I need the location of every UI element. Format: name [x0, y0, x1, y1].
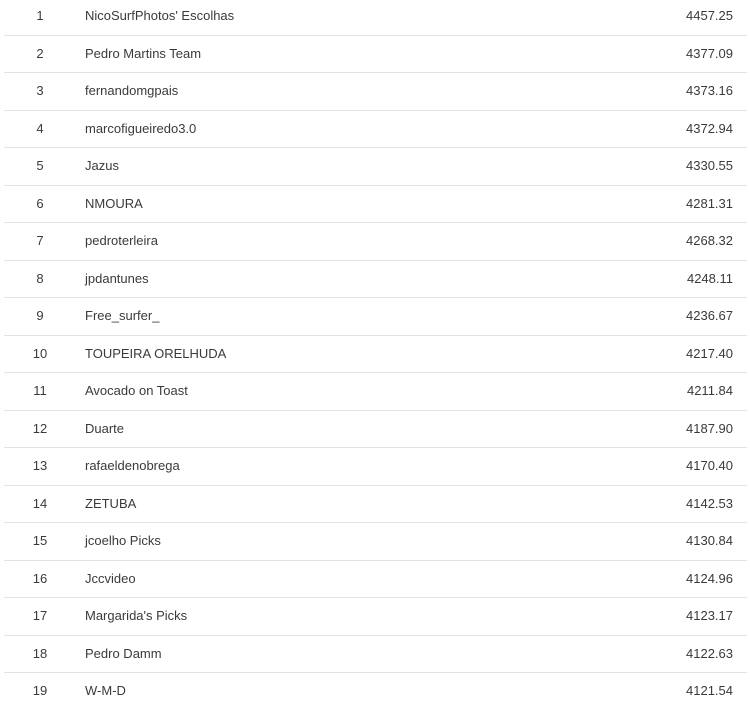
- leaderboard-rows: [4, 0, 747, 710]
- team-name-cell: jcoelho Picks: [85, 533, 161, 548]
- team-name-cell: fernandomgpais: [85, 83, 179, 98]
- table-row[interactable]: [4, 373, 747, 411]
- table-row[interactable]: [4, 636, 747, 674]
- table-row[interactable]: [4, 523, 747, 561]
- rank-cell: 4: [36, 120, 44, 136]
- score-cell: 4142.53: [686, 495, 733, 511]
- rank-cell: 12: [32, 420, 48, 436]
- team-name-cell: rafaeldenobrega: [85, 458, 180, 473]
- table-row[interactable]: [4, 598, 747, 636]
- table-row[interactable]: [4, 223, 747, 261]
- team-name-cell: TOUPEIRA ORELHUDA: [85, 345, 227, 361]
- score-cell: 4372.94: [686, 120, 733, 136]
- rank-cell: 16: [32, 570, 48, 586]
- score-cell: 4236.67: [686, 308, 733, 323]
- team-name-cell: Jazus: [85, 158, 119, 173]
- score-cell: 4122.63: [686, 645, 733, 661]
- score-cell: 4248.11: [686, 270, 733, 286]
- table-row[interactable]: [4, 73, 747, 111]
- rank-cell: 5: [36, 158, 44, 173]
- score-cell: 4377.09: [686, 45, 733, 61]
- team-name-cell: NMOURA: [85, 195, 143, 211]
- score-cell: 4123.17: [686, 608, 733, 623]
- score-cell: 4211.84: [686, 383, 733, 398]
- table-row[interactable]: [4, 561, 747, 599]
- rank-cell: 13: [32, 458, 48, 473]
- team-name-cell: ZETUBA: [85, 495, 137, 511]
- team-name-cell: Jccvideo: [85, 570, 136, 586]
- table-row[interactable]: [4, 261, 747, 299]
- score-cell: 4330.55: [686, 158, 733, 173]
- rank-cell: 9: [36, 308, 44, 323]
- team-name-cell: Margarida's Picks: [85, 608, 188, 623]
- team-name-cell: W-M-D: [85, 683, 126, 698]
- score-cell: 4457.25: [686, 8, 733, 23]
- score-cell: 4217.40: [686, 345, 733, 361]
- table-row[interactable]: [4, 36, 747, 74]
- table-row[interactable]: [4, 0, 747, 36]
- table-row[interactable]: [4, 336, 747, 374]
- score-cell: 4281.31: [686, 195, 733, 211]
- table-row[interactable]: [4, 411, 747, 449]
- team-name-cell: jpdantunes: [85, 270, 149, 286]
- score-cell: 4373.16: [686, 83, 733, 98]
- score-cell: 4121.54: [686, 683, 733, 698]
- rank-cell: 15: [32, 533, 48, 548]
- table-row[interactable]: [4, 186, 747, 224]
- rank-cell: 1: [36, 8, 44, 23]
- rank-cell: 18: [32, 645, 48, 661]
- rank-cell: 2: [36, 45, 44, 61]
- team-name-cell: Duarte: [85, 420, 125, 436]
- score-cell: 4268.32: [686, 233, 733, 248]
- rank-cell: 14: [32, 495, 48, 511]
- table-row[interactable]: [4, 148, 747, 186]
- rank-cell: 17: [32, 608, 48, 623]
- score-cell: 4187.90: [686, 420, 733, 436]
- table-row[interactable]: [4, 298, 747, 336]
- team-name-cell: Pedro Martins Team: [85, 45, 202, 61]
- team-name-cell: Free_surfer_: [85, 308, 160, 323]
- rank-cell: 8: [36, 270, 44, 286]
- team-name-cell: marcofigueiredo3.0: [85, 120, 197, 136]
- rank-cell: 6: [36, 195, 44, 211]
- score-cell: 4130.84: [686, 533, 733, 548]
- rank-cell: 3: [36, 83, 44, 98]
- team-name-cell: Avocado on Toast: [85, 383, 188, 398]
- rank-cell: 19: [32, 683, 48, 698]
- team-name-cell: NicoSurfPhotos' Escolhas: [85, 8, 235, 23]
- rank-cell: 7: [36, 233, 44, 248]
- table-row[interactable]: [4, 486, 747, 524]
- table-row[interactable]: [4, 448, 747, 486]
- score-cell: 4124.96: [686, 570, 733, 586]
- team-name-cell: Pedro Damm: [85, 645, 162, 661]
- score-cell: 4170.40: [686, 458, 733, 473]
- rank-cell: 11: [33, 383, 47, 398]
- rank-cell: 10: [32, 345, 48, 361]
- team-name-cell: pedroterleira: [85, 233, 158, 248]
- table-row[interactable]: [4, 673, 747, 710]
- table-row[interactable]: [4, 111, 747, 149]
